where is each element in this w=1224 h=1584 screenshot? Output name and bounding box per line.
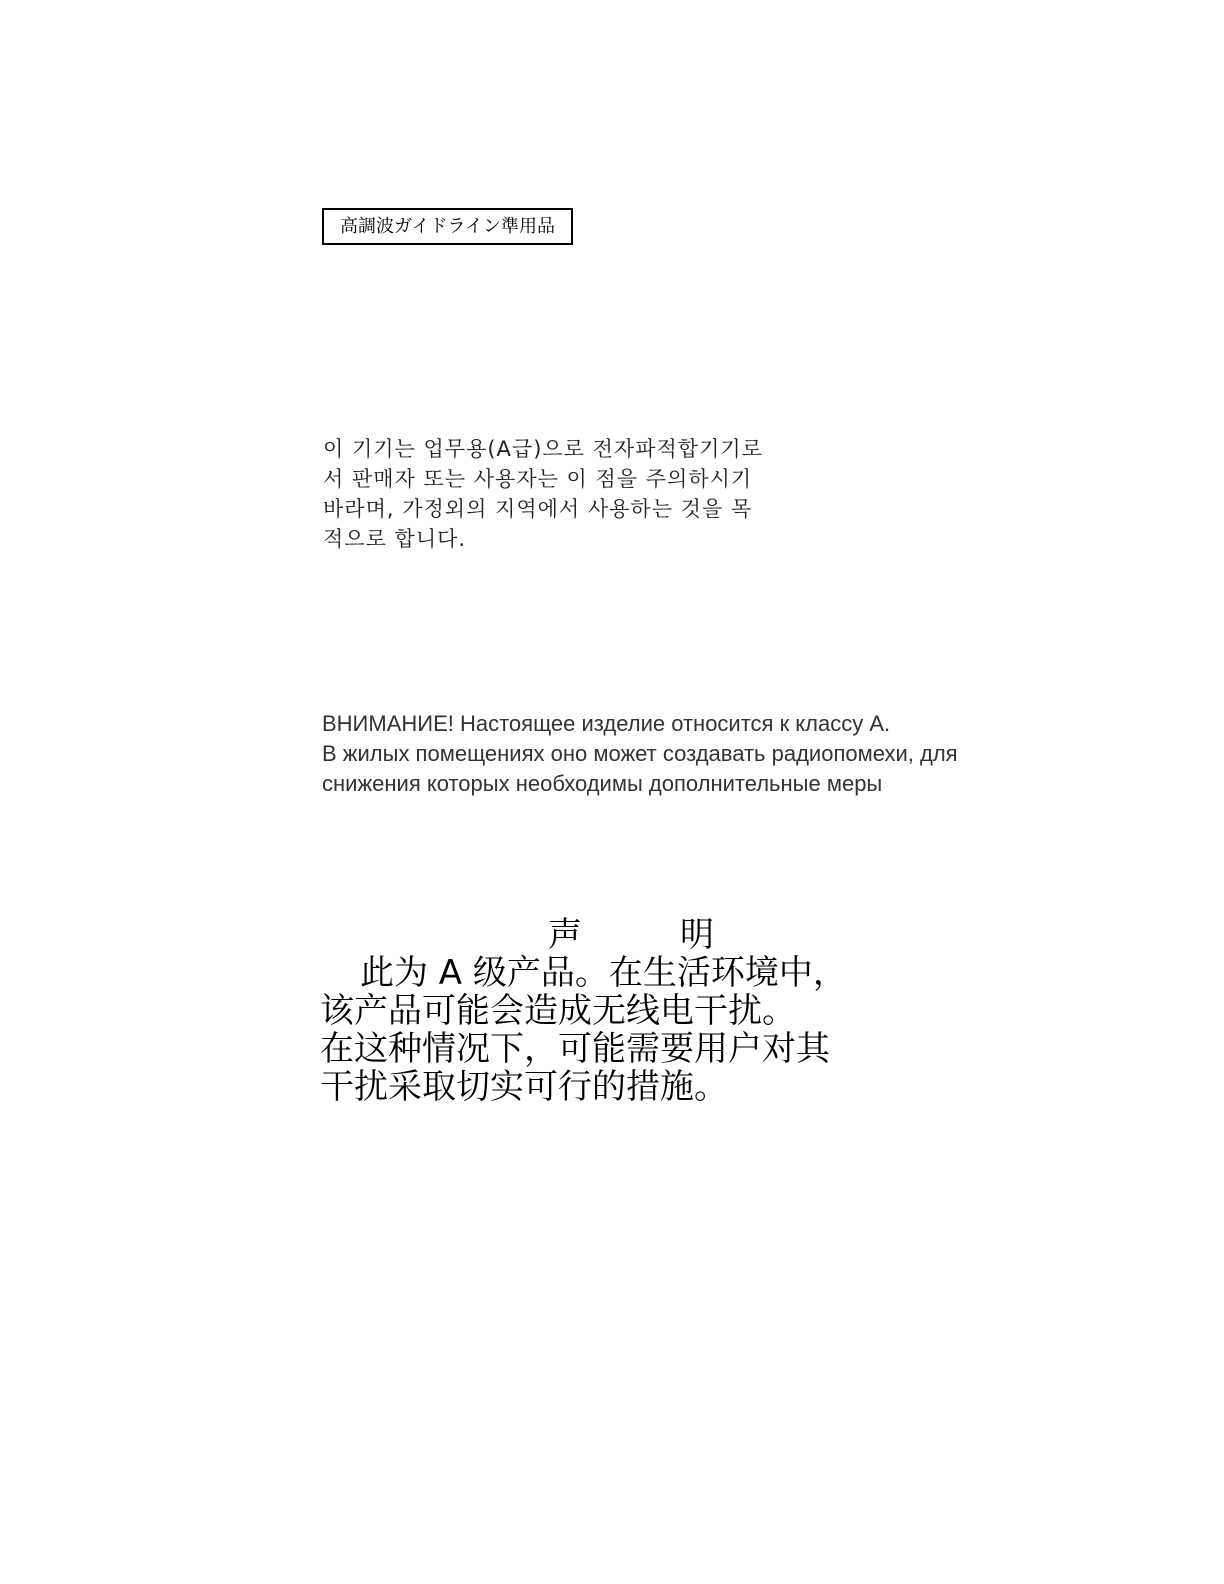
korea-notice-line: 이 기기는 업무용(A급)으로 전자파적합기기로 bbox=[323, 437, 763, 461]
korea-notice-line: 바라며, 가정외의 지역에서 사용하는 것을 목 bbox=[323, 497, 753, 521]
japan-harmonics-notice bbox=[322, 208, 573, 245]
china-statement-line: 该产品可能会造成无线电干扰。 bbox=[320, 991, 796, 1031]
china-statement-line: 在这种情况下，可能需要用户对其 bbox=[320, 1029, 830, 1069]
korea-notice-line: 적으로 합니다. bbox=[323, 527, 467, 551]
korea-notice-line: 서 판매자 또는 사용자는 이 점을 주의하시기 bbox=[323, 467, 753, 491]
china-title-char: 声 bbox=[548, 915, 582, 955]
china-class-a-statement bbox=[320, 916, 920, 1106]
china-statement-title bbox=[320, 916, 920, 954]
japan-harmonics-label: 高調波ガイドライン準用品 bbox=[340, 216, 555, 237]
russia-class-a-notice bbox=[322, 709, 1082, 799]
russia-notice-line: снижения которых необходимы дополнительные меры bbox=[322, 771, 883, 796]
china-title-char: 明 bbox=[680, 915, 714, 955]
russia-notice-line: ВНИМАНИЕ! Настоящее изделие относится к классу А. bbox=[322, 711, 891, 736]
russia-notice-line: В жилых помещениях оно может создавать радиопомехи, для bbox=[322, 741, 958, 766]
korea-class-a-notice bbox=[323, 434, 803, 554]
china-statement-line: 此为 A 级产品。在生活环境中， bbox=[360, 953, 847, 993]
china-statement-line: 干扰采取切实可行的措施。 bbox=[320, 1067, 728, 1107]
